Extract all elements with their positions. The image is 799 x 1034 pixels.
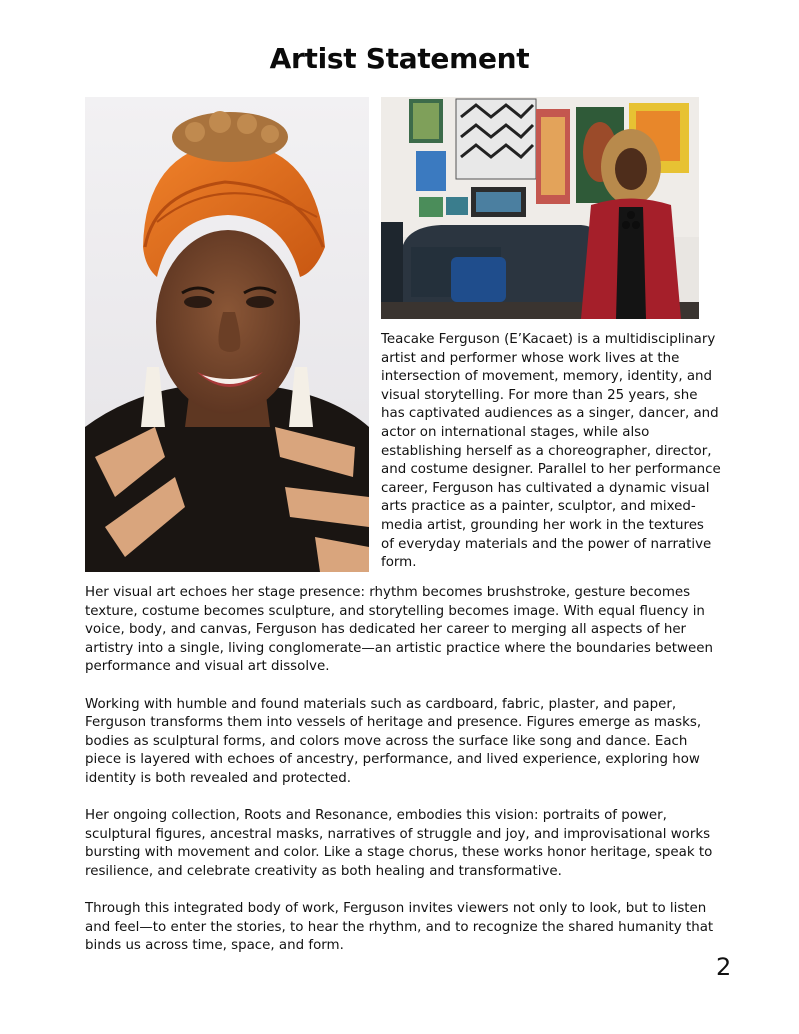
artist-studio-photo bbox=[381, 97, 699, 319]
statement-body bbox=[85, 584, 715, 974]
page-number: 2 bbox=[716, 953, 732, 981]
artist-portrait-photo bbox=[85, 97, 369, 572]
page-title: Artist Statement bbox=[269, 42, 530, 75]
statement-paragraph: Through this integrated body of work, Ferguson invites viewers not only to look, but to listen and feel—to enter the stories, to hear the rhythm, and to recognize the shared humanity that binds us across time, space, and form. bbox=[85, 901, 714, 954]
statement-paragraph: Her visual art echoes her stage presence: rhythm becomes brushstroke, gesture becomes texture, costume becomes sculpture, and storytelling becomes image. With equal fluency in voice, body, and canvas, Ferguson has dedicated her career to merging all aspects of her artistry into a single, living conglomerate—an artistic practice where the boundaries between performance and visual art dissolve. bbox=[85, 585, 713, 675]
intro-paragraph: Teacake Ferguson (E’Kacaet) is a multidisciplinary artist and performer whose work lives at the intersection of movement, memory, identity, and visual storytelling. For more than 25 years, she has captivated audiences as a singer, dancer, and actor on international stages, while also establishing herself as a choreographer, director, and costume designer. Parallel to her performance career, Ferguson has cultivated a dynamic visual arts practice as a painter, sculptor, and mixed-media artist, grounding her work in the textures of everyday materials and the power of narrative form. bbox=[381, 332, 721, 571]
statement-paragraph: Working with humble and found materials such as cardboard, fabric, plaster, and paper, Ferguson transforms them into vessels of heritage and presence. Figures emerge as masks, bodies as sculptural forms, and colors move across the surface like song and dance. Each piece is layered with echoes of ancestry, performance, and lived experience, exploring how identity is both revealed and protected. bbox=[85, 696, 702, 786]
statement-paragraph: Her ongoing collection, Roots and Resonance, embodies this vision: portraits of power, sculptural figures, ancestral masks, narratives of struggle and joy, and improvisational works bursting with movement and color. Like a stage chorus, these works honor heritage, speak to resilience, and celebrate creativity as both healing and transformative. bbox=[85, 808, 713, 879]
